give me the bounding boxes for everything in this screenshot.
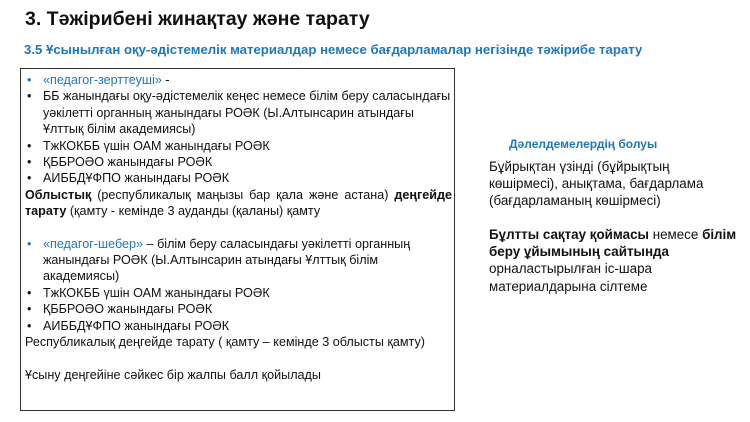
org-site-label: білім беру ұйымының сайтында xyxy=(489,227,737,260)
list-item: • ҚББРОӘО жанындағы РОӘК xyxy=(25,154,452,170)
list-item-master-role xyxy=(25,236,452,285)
role-master: «педагог-шебер» xyxy=(43,236,144,251)
page-title: 3. Тәжірибені жинақтау және тарату xyxy=(25,8,370,30)
list-item: • ТжКОКББ үшін ОАМ жанындағы РОӘК xyxy=(25,285,452,301)
list-item: • АИББДҰФПО жанындағы РОӘК xyxy=(25,318,452,334)
list-item: • АИББДҰФПО жанындағы РОӘК xyxy=(25,170,452,186)
master-list xyxy=(25,236,452,334)
list-item: • ТжКОКББ үшін ОАМ жанындағы РОӘК xyxy=(25,138,452,154)
role-researcher: «педагог-зерттеуші» xyxy=(43,73,162,87)
page-subtitle: 3.5 Ұсынылған оқу-әдістемелік материалдар немесе бағдарламалар негізінде тәжірибе тарату xyxy=(24,42,643,57)
evidence-links xyxy=(489,226,741,295)
researcher-list xyxy=(25,72,452,187)
cloud-storage-label: Бұлтты сақтау қоймасы xyxy=(489,227,649,242)
evidence-documents: Бұйрықтан үзінді (бұйрықтың көшірмесі), анықтама, бағдарлама (бағдарламаның көшірмесі) xyxy=(489,159,704,209)
spacer xyxy=(25,351,452,367)
evidence-heading: Дәлелдемелердің болуы xyxy=(509,137,658,151)
list-item: • ҚББРОӘО жанындағы РОӘК xyxy=(25,301,452,317)
spacer xyxy=(25,220,452,236)
scoring-note: Ұсыну деңгейіне сәйкес бір жалпы балл қойылады xyxy=(25,367,321,382)
republic-level-paragraph: Республикалық деңгейде тарату ( қамту – кемінде 3 облысты қамту) xyxy=(25,335,425,350)
evidence-connector: немесе xyxy=(648,227,703,242)
regional-level-paragraph xyxy=(25,187,452,220)
regional-coverage-text: (қамту - кемінде 3 ауданды (қаланы) қамту xyxy=(66,204,321,219)
level-label: деңгейде тарату xyxy=(25,187,452,219)
role-master-rest: – білім беру саласындағы уәкілетті органның жанындағы РОӘК (Ы.Алтынсарин атындағы Ұлттық білім академиясы) xyxy=(43,236,411,284)
list-item: • ББ жанындағы оқу-әдістемелік кеңес немесе білім беру саласындағы уәкілетті органның жанындағы РОӘК (Ы.Алтынсарин атындағы Ұлттық білім академиясы) xyxy=(25,88,452,137)
regional-label: Облыстық xyxy=(25,187,92,202)
list-item-researcher-role xyxy=(25,72,452,88)
criteria-box xyxy=(20,68,455,411)
evidence-link-text: орналастырылған іс-шара материалдарына сілтеме xyxy=(489,261,652,294)
regional-text: (республикалық маңызы бар қала және астана) xyxy=(91,187,395,202)
role-researcher-suffix: - xyxy=(161,73,170,87)
